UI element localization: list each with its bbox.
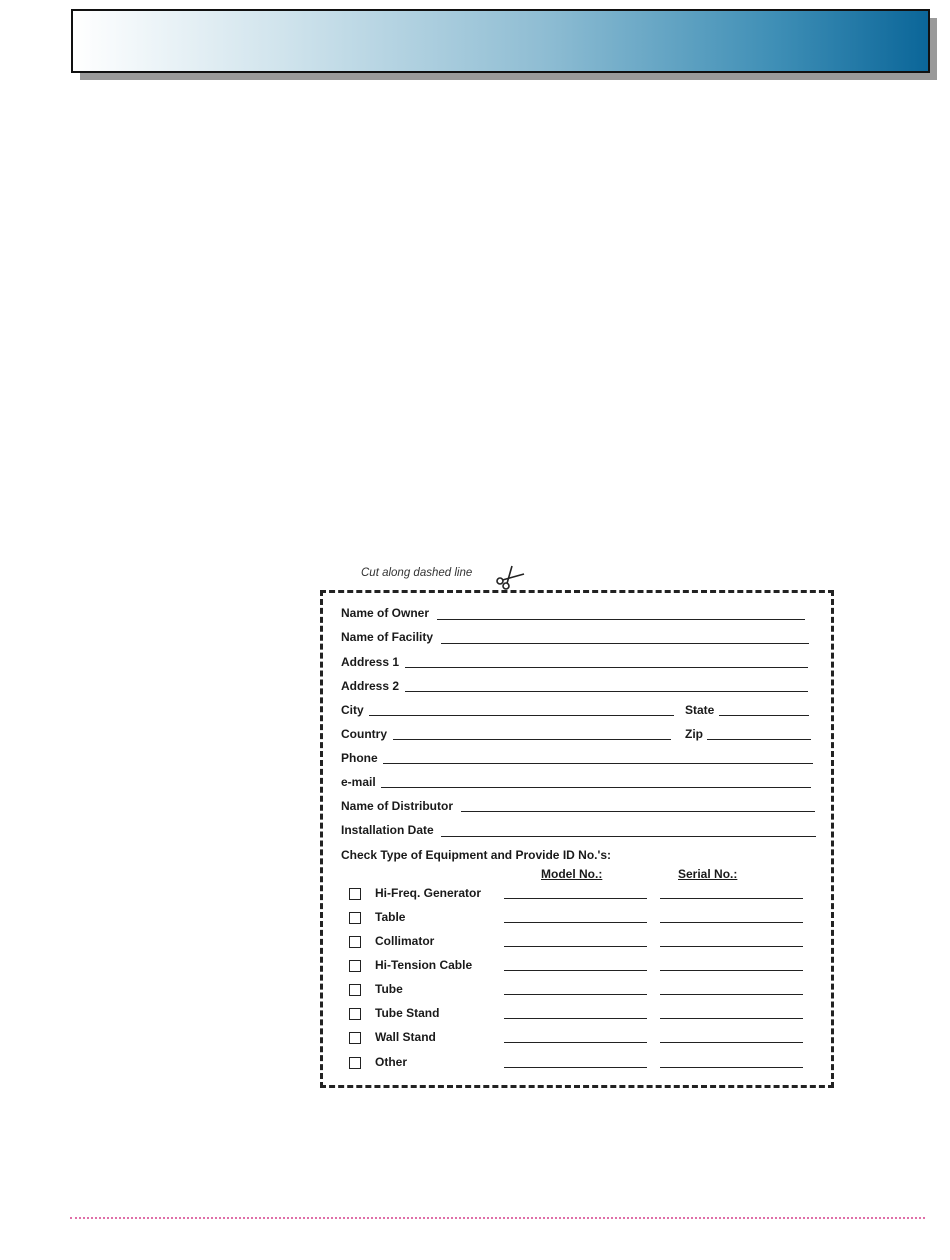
equipment-label: Tube <box>375 982 403 996</box>
model-column-header: Model No.: <box>541 867 603 881</box>
model-input[interactable] <box>504 898 647 899</box>
zip-input[interactable] <box>707 739 811 740</box>
model-input[interactable] <box>504 1042 647 1043</box>
email-label: e-mail <box>341 775 376 789</box>
model-input[interactable] <box>504 1067 647 1068</box>
distributor-input[interactable] <box>461 811 815 812</box>
serial-input[interactable] <box>660 1067 803 1068</box>
installation-date-label: Installation Date <box>341 823 434 837</box>
serial-input[interactable] <box>660 1042 803 1043</box>
serial-input[interactable] <box>660 994 803 995</box>
equipment-label: Hi-Tension Cable <box>375 958 473 972</box>
model-input[interactable] <box>504 946 647 947</box>
model-input[interactable] <box>504 994 647 995</box>
equipment-label: Wall Stand <box>375 1030 436 1044</box>
facility-label: Name of Facility <box>341 630 434 644</box>
checkbox-hi-freq-generator[interactable] <box>349 888 361 900</box>
owner-label: Name of Owner <box>341 606 430 620</box>
scissors-icon <box>494 564 526 590</box>
country-input[interactable] <box>393 739 671 740</box>
checkbox-collimator[interactable] <box>349 936 361 948</box>
serial-column-header: Serial No.: <box>678 867 738 881</box>
phone-label: Phone <box>341 751 378 765</box>
city-label: City <box>341 703 364 717</box>
equipment-label: Hi-Freq. Generator <box>375 886 482 900</box>
checkbox-hi-tension-cable[interactable] <box>349 960 361 972</box>
cut-note: Cut along dashed line <box>361 567 473 579</box>
checkbox-table[interactable] <box>349 912 361 924</box>
facility-input[interactable] <box>441 643 809 644</box>
state-label: State <box>685 703 715 717</box>
serial-input[interactable] <box>660 970 803 971</box>
phone-input[interactable] <box>383 763 813 764</box>
state-input[interactable] <box>719 715 809 716</box>
address1-label: Address 1 <box>341 655 400 669</box>
serial-input[interactable] <box>660 898 803 899</box>
equipment-label: Tube Stand <box>375 1006 440 1020</box>
checkbox-tube-stand[interactable] <box>349 1008 361 1020</box>
serial-input[interactable] <box>660 946 803 947</box>
footer-dotted-rule <box>70 1217 925 1219</box>
checkbox-other[interactable] <box>349 1057 361 1069</box>
model-input[interactable] <box>504 1018 647 1019</box>
serial-input[interactable] <box>660 922 803 923</box>
checkbox-wall-stand[interactable] <box>349 1032 361 1044</box>
equipment-heading: Check Type of Equipment and Provide ID No.'s: <box>341 848 611 862</box>
model-input[interactable] <box>504 970 647 971</box>
address2-input[interactable] <box>405 691 808 692</box>
installation-date-input[interactable] <box>441 836 816 837</box>
zip-label: Zip <box>685 727 703 741</box>
email-input[interactable] <box>381 787 811 788</box>
equipment-label: Table <box>375 910 406 924</box>
country-label: Country <box>341 727 387 741</box>
model-input[interactable] <box>504 922 647 923</box>
city-input[interactable] <box>369 715 674 716</box>
distributor-label: Name of Distributor <box>341 799 454 813</box>
equipment-label: Collimator <box>375 934 435 948</box>
header-banner <box>71 9 930 73</box>
address2-label: Address 2 <box>341 679 400 693</box>
serial-input[interactable] <box>660 1018 803 1019</box>
checkbox-tube[interactable] <box>349 984 361 996</box>
equipment-label: Other <box>375 1055 408 1069</box>
owner-input[interactable] <box>437 619 805 620</box>
address1-input[interactable] <box>405 667 808 668</box>
